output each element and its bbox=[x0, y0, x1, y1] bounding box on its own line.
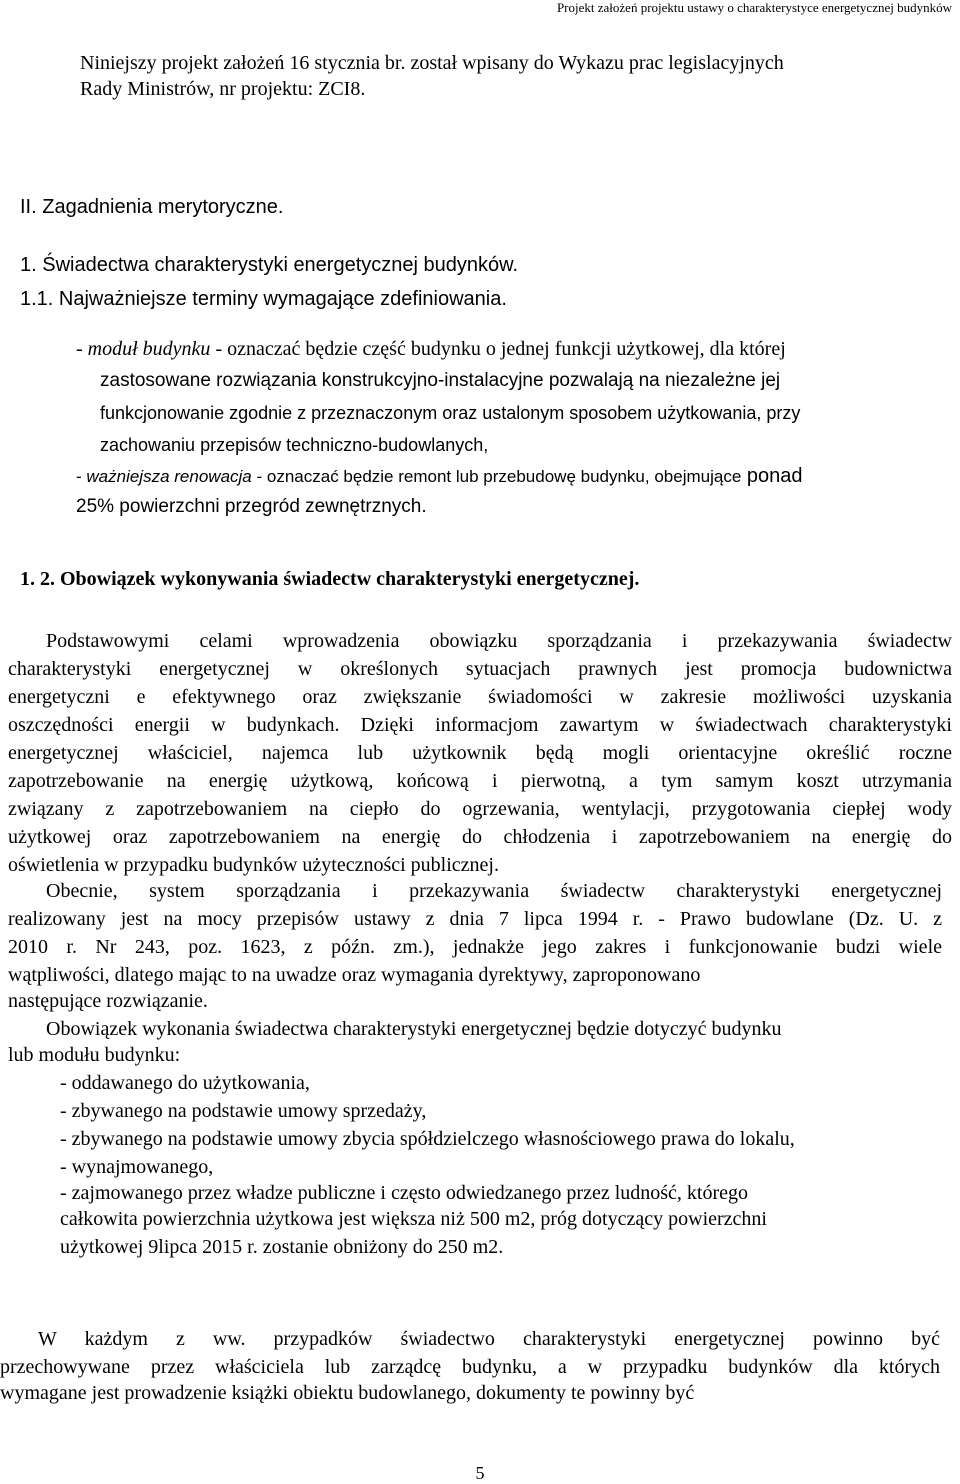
paragraph-line: następujące rozwiązanie. bbox=[8, 990, 208, 1012]
paragraph-line: oświetlenia w przypadku budynków użyteczności publicznej. bbox=[8, 854, 499, 876]
list-item: - zbywanego na podstawie umowy sprzedaży, bbox=[60, 1100, 427, 1122]
list-item-continuation: całkowita powierzchnia użytkowa jest większa niż 500 m2, próg dotyczący powierzchni bbox=[60, 1208, 767, 1230]
definition-modul-text: - oznaczać będzie część budynku o jednej funkcji użytkowej, dla której bbox=[210, 338, 786, 360]
paragraph-line: energetyczni e efektywnego oraz zwiększanie świadomości w zakresie możliwości uzyskania bbox=[8, 686, 952, 708]
section-heading-ii: II. Zagadnienia merytoryczne. bbox=[20, 196, 284, 218]
paragraph-line: Obowiązek wykonania świadectwa charakterystyki energetycznej będzie dotyczyć budynku bbox=[46, 1018, 782, 1040]
definition-modul-line-2: zastosowane rozwiązania konstrukcyjno-instalacyjne pozwalają na niezależne jej bbox=[100, 370, 781, 391]
heading-1-certificates: 1. Świadectwa charakterystyki energetycznej budynków. bbox=[20, 254, 519, 276]
definition-renowacja-line-2: 25% powierzchni przegród zewnętrznych. bbox=[76, 496, 427, 517]
paragraph-line: Obecnie, system sporządzania i przekazywania świadectw charakterystyki energetycznej bbox=[46, 880, 942, 902]
definition-renowacja-text: - oznaczać będzie remont lub przebudowę budynku, obejmujące bbox=[251, 467, 742, 486]
paragraph-line: charakterystyki energetycznej w określonych sytuacjach prawnych jest promocja budownictwa bbox=[8, 658, 952, 680]
running-header bbox=[0, 0, 960, 16]
paragraph-line: lub modułu budynku: bbox=[8, 1044, 181, 1066]
paragraph-line: 2010 r. Nr 243, poz. 1623, z późn. zm.), jednakże jego zakres i funkcjonowanie budzi wiele bbox=[8, 936, 942, 958]
running-title: Projekt założeń projektu ustawy o charakterystyce energetycznej budynków bbox=[556, 0, 952, 15]
list-item: - oddawanego do użytkowania, bbox=[60, 1072, 310, 1094]
paragraph-line: użytkowej oraz zapotrzebowaniem na energię do chłodzenia i zapotrzebowaniem na energię do bbox=[8, 826, 952, 848]
intro-line-2: Rady Ministrów, nr projektu: ZCI8. bbox=[80, 78, 366, 100]
definition-dash: - bbox=[76, 338, 88, 360]
paragraph-line: realizowany jest na mocy przepisów ustawy z dnia 7 lipca 1994 r. - Prawo budowlane (Dz. U. z bbox=[8, 908, 942, 930]
list-item-continuation: użytkowej 9lipca 2015 r. zostanie obniżony do 250 m2. bbox=[60, 1236, 504, 1258]
heading-1-1-terms: 1.1. Najważniejsze terminy wymagające zdefiniowania. bbox=[20, 288, 507, 310]
paragraph-line: przechowywane przez właściciela lub zarządcę budynku, a w przypadku budynków dla których bbox=[0, 1356, 940, 1378]
definition-modul-line-3: funkcjonowanie zgodnie z przeznaczonym oraz ustalonym sposobem użytkowania, przy bbox=[100, 403, 801, 423]
definition-dash: - bbox=[76, 467, 87, 486]
list-item: - wynajmowanego, bbox=[60, 1156, 214, 1178]
definition-renowacja-tail: ponad bbox=[741, 465, 803, 487]
definition-modul-line-1 bbox=[76, 336, 786, 362]
definition-modul-line-4: zachowaniu przepisów techniczno-budowlanych, bbox=[100, 435, 489, 455]
paragraph-line: oszczędności energii w budynkach. Dzięki informacjom zawartym w świadectwach charakterystyki bbox=[8, 714, 952, 736]
paragraph-line: wątpliwości, dlatego mając to na uwadze oraz wymagania dyrektywy, zaproponowano bbox=[8, 964, 701, 986]
paragraph-line: zapotrzebowanie na energię użytkową, końcową i pierwotną, a tym samym koszt utrzymania bbox=[8, 770, 952, 792]
paragraph-line: energetycznej właściciel, najemca lub użytkownik będą mogli orientacyjne określić roczne bbox=[8, 742, 952, 764]
definition-renowacja-line-1 bbox=[76, 463, 802, 490]
term-wazniejsza-renowacja: ważniejsza renowacja bbox=[86, 467, 252, 486]
paragraph-line: związany z zapotrzebowaniem na ciepło do ogrzewania, wentylacji, przygotowania ciepłej wody bbox=[8, 798, 952, 820]
paragraph-line: wymagane jest prowadzenie książki obiektu budowlanego, dokumenty te powinny być bbox=[0, 1382, 695, 1404]
paragraph-line: Podstawowymi celami wprowadzenia obowiązku sporządzania i przekazywania świadectw bbox=[46, 630, 952, 652]
heading-1-2-obligation: 1. 2. Obowiązek wykonywania świadectw charakterystyki energetycznej. bbox=[20, 568, 640, 590]
list-item: - zajmowanego przez władze publiczne i często odwiedzanego przez ludność, którego bbox=[60, 1182, 749, 1204]
paragraph-line: W każdym z ww. przypadków świadectwo charakterystyki energetycznej powinno być bbox=[38, 1328, 940, 1350]
term-modul-budynku: moduł budynku bbox=[87, 338, 211, 360]
intro-line-1: Niniejszy projekt założeń 16 stycznia br. został wpisany do Wykazu prac legislacyjnych bbox=[80, 52, 784, 74]
list-item: - zbywanego na podstawie umowy zbycia spółdzielczego własnościowego prawa do lokalu, bbox=[60, 1128, 795, 1150]
page-number: 5 bbox=[475, 1463, 485, 1483]
